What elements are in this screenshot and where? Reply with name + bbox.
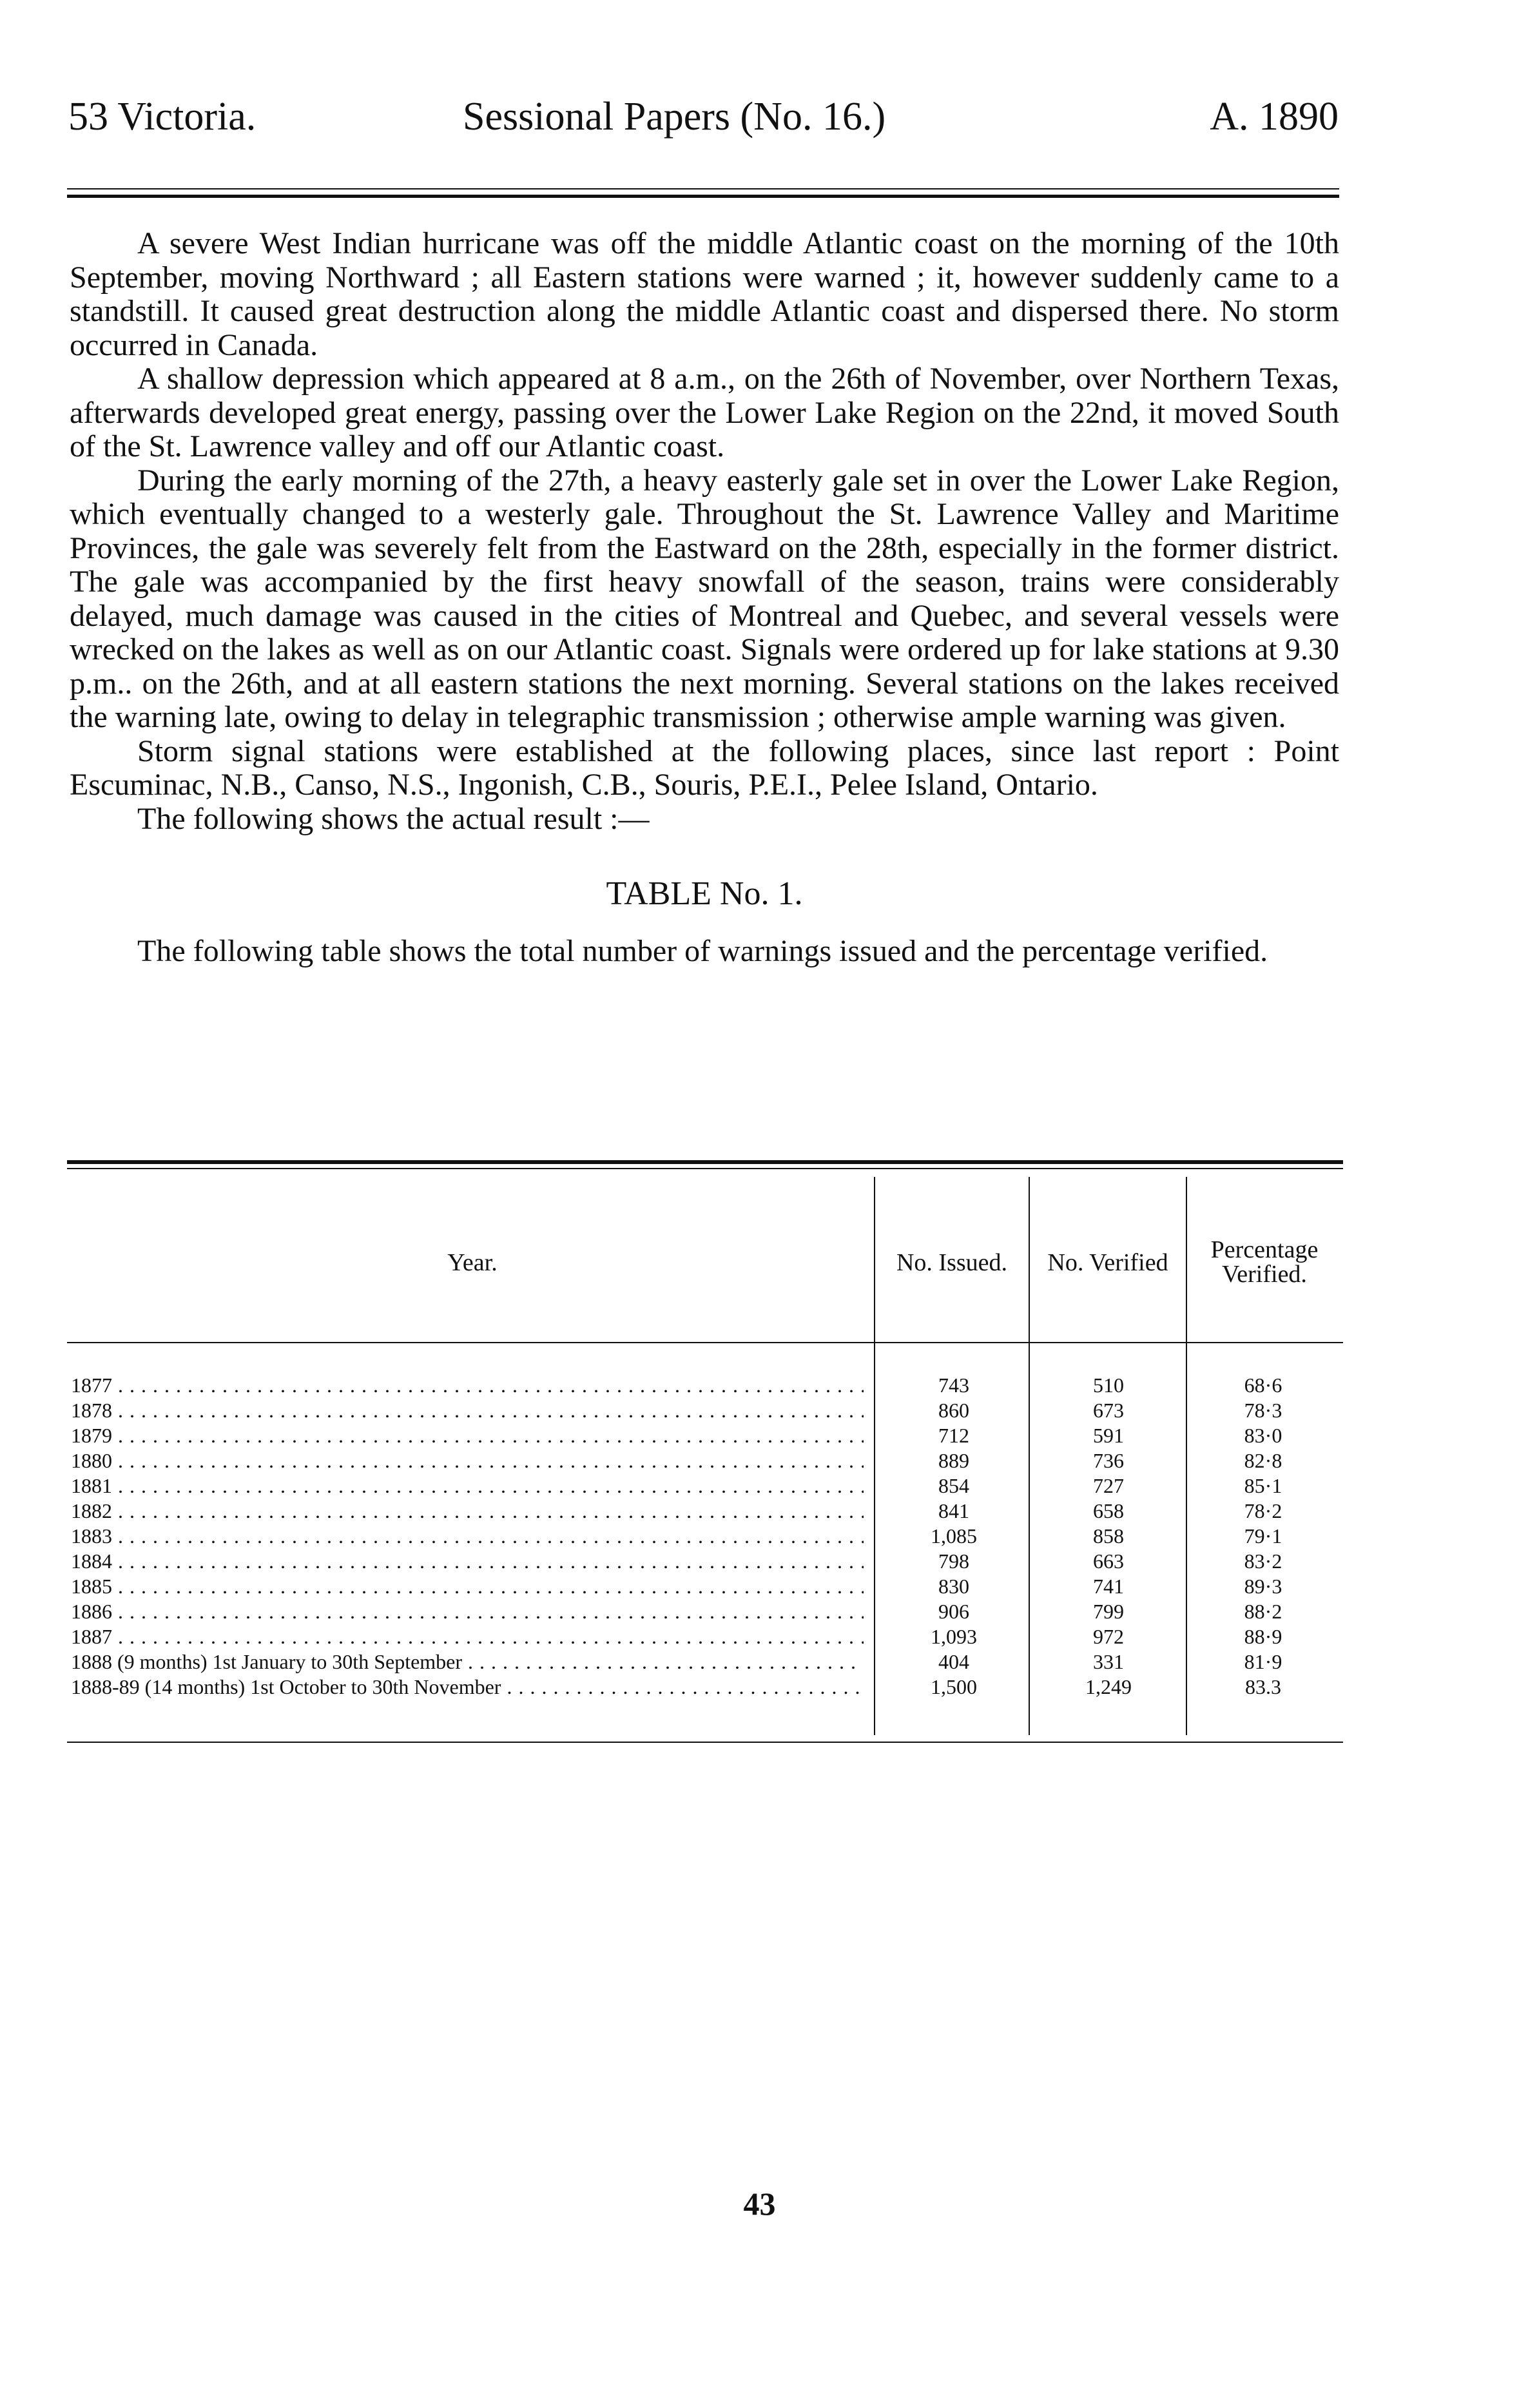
row-issued: 841 [938, 1499, 969, 1522]
row-percentage: 68·6 [1244, 1374, 1282, 1397]
page-number: 43 [743, 2186, 776, 2222]
row-percentage: 89·3 [1244, 1575, 1282, 1598]
row-verified: 736 [1093, 1449, 1124, 1472]
row-percentage: 82·8 [1244, 1449, 1282, 1472]
row-issued: 1,085 [931, 1524, 977, 1548]
table-row [71, 1373, 1347, 1398]
row-issued: 906 [938, 1600, 969, 1623]
row-year: 1878 . . . [71, 1398, 864, 1423]
table-row [71, 1448, 1347, 1473]
table-row [71, 1675, 1347, 1700]
table-row [71, 1423, 1347, 1448]
row-verified: 972 [1093, 1625, 1124, 1648]
body-text [70, 227, 1339, 968]
table-header-rule [67, 1342, 1343, 1343]
row-issued: 743 [938, 1374, 969, 1397]
table-bottom-rule [67, 1742, 1343, 1743]
paragraph-stations: Storm signal stations were established at the following places, since last report : Point Escuminac, N.B., Canso, N.S., Ingonish, C.B., Souris, P.E.I., Pelee Island, Ontario. [70, 733, 1339, 802]
column-header-year: Year. [447, 1249, 498, 1276]
row-percentage: 83.3 [1245, 1675, 1281, 1698]
row-percentage: 83·2 [1244, 1549, 1282, 1573]
row-percentage: 88·2 [1244, 1600, 1282, 1623]
row-verified: 1,249 [1085, 1675, 1132, 1698]
paragraph-result: The following shows the actual result :— [137, 801, 650, 836]
row-verified: 799 [1093, 1600, 1124, 1623]
paragraph-depression: A shallow depression which appeared at 8 a.m., on the 26th of November, over Northern Texas, afterwards developed great energy, passing over the Lower Lake Region on the 22nd, it moved South of the St. Lawrence valley and off our Atlantic coast. [70, 362, 1339, 463]
table-top-rule-thin [67, 1168, 1343, 1169]
table-row [71, 1549, 1347, 1574]
row-issued: 1,500 [931, 1675, 977, 1698]
table-row [71, 1398, 1347, 1423]
row-year: 1885 . . . [71, 1574, 864, 1599]
row-year: 1883 . . . [71, 1524, 864, 1549]
row-issued: 712 [938, 1424, 969, 1447]
row-verified: 858 [1093, 1524, 1124, 1548]
table-intro: The following table shows the total number of warnings issued and the percentage verified. [137, 933, 1268, 968]
row-year: 1888-89 (14 months) 1st October to 30th November . . . [71, 1675, 864, 1700]
table-row [71, 1473, 1347, 1499]
row-year: 1884 . . . [71, 1549, 864, 1574]
row-year: 1888 (9 months) 1st January to 30th September . . . [71, 1649, 864, 1675]
row-verified: 741 [1093, 1575, 1124, 1598]
table-body [71, 1373, 1347, 1700]
row-issued: 854 [938, 1474, 969, 1497]
table-row [71, 1649, 1347, 1675]
column-header-verified: No. Verified [1047, 1249, 1168, 1276]
row-year: 1879 . . . [71, 1423, 864, 1448]
header-year: A. 1890 [1210, 95, 1339, 139]
row-verified: 673 [1093, 1399, 1124, 1422]
row-year: 1886 . . . [71, 1599, 864, 1624]
row-verified: 331 [1093, 1650, 1124, 1673]
row-percentage: 78·3 [1244, 1399, 1282, 1422]
row-issued: 798 [938, 1549, 969, 1573]
row-year: 1882 . . . [71, 1499, 864, 1524]
table-row [71, 1499, 1347, 1524]
row-verified: 727 [1093, 1474, 1124, 1497]
row-verified: 663 [1093, 1549, 1124, 1573]
header-rule-thick [67, 195, 1339, 198]
row-percentage: 85·1 [1244, 1474, 1282, 1497]
row-percentage: 78·2 [1244, 1499, 1282, 1522]
row-percentage: 79·1 [1244, 1524, 1282, 1548]
row-issued: 1,093 [931, 1625, 977, 1648]
row-year: 1881 . . . [71, 1473, 864, 1499]
table-row [71, 1624, 1347, 1649]
header-rule-thin [67, 188, 1339, 189]
column-header-percentage: Percentage Verified. [1210, 1236, 1319, 1288]
paragraph-hurricane: A severe West Indian hurricane was off the middle Atlantic coast on the morning of the 10th September, moving Northward ; all Eastern stations were warned ; it, however suddenly came to a standstill. It caused great destruction along the middle Atlantic coast and dispersed there. No storm occurred in Canada. [70, 226, 1339, 362]
row-issued: 889 [938, 1449, 969, 1472]
row-percentage: 88·9 [1244, 1625, 1282, 1648]
row-percentage: 81·9 [1244, 1650, 1282, 1673]
header-title: Sessional Papers (No. 16.) [463, 95, 886, 139]
table-title: TABLE No. 1. [606, 875, 803, 912]
row-year: 1880 . . . [71, 1448, 864, 1473]
row-issued: 860 [938, 1399, 969, 1422]
table-row [71, 1599, 1347, 1624]
row-year: 1887 . . . [71, 1624, 864, 1649]
header-session: 53 Victoria. [68, 95, 256, 139]
row-issued: 830 [938, 1575, 969, 1598]
paragraph-gale: During the early morning of the 27th, a heavy easterly gale set in over the Lower Lake Region, which eventually changed to a westerly gale. Throughout the St. Lawrence Valley and Maritime Provinces, the gale was severely felt from the Eastward on the 28th, especially in the former district. The gale was accompanied by the first heavy snowfall of the season, trains were considerably delayed, much damage was caused in the cities of Montreal and Quebec, and several vessels were wrecked on the lakes as well as on our Atlantic coast. Signals were ordered up for lake stations at 9.30 p.m.. on the 26th, and at all eastern stations the next morning. Several stations on the lakes received the warning late, owing to delay in telegraphic transmission ; otherwise ample warning was given. [70, 463, 1339, 734]
row-percentage: 83·0 [1244, 1424, 1282, 1447]
column-header-issued: No. Issued. [896, 1249, 1008, 1276]
table-top-rule-thick [67, 1160, 1343, 1164]
row-issued: 404 [938, 1650, 969, 1673]
row-verified: 591 [1093, 1424, 1124, 1447]
row-year: 1877 . . . [71, 1373, 864, 1398]
table-row [71, 1574, 1347, 1599]
row-verified: 658 [1093, 1499, 1124, 1522]
table-row [71, 1524, 1347, 1549]
row-verified: 510 [1093, 1374, 1124, 1397]
